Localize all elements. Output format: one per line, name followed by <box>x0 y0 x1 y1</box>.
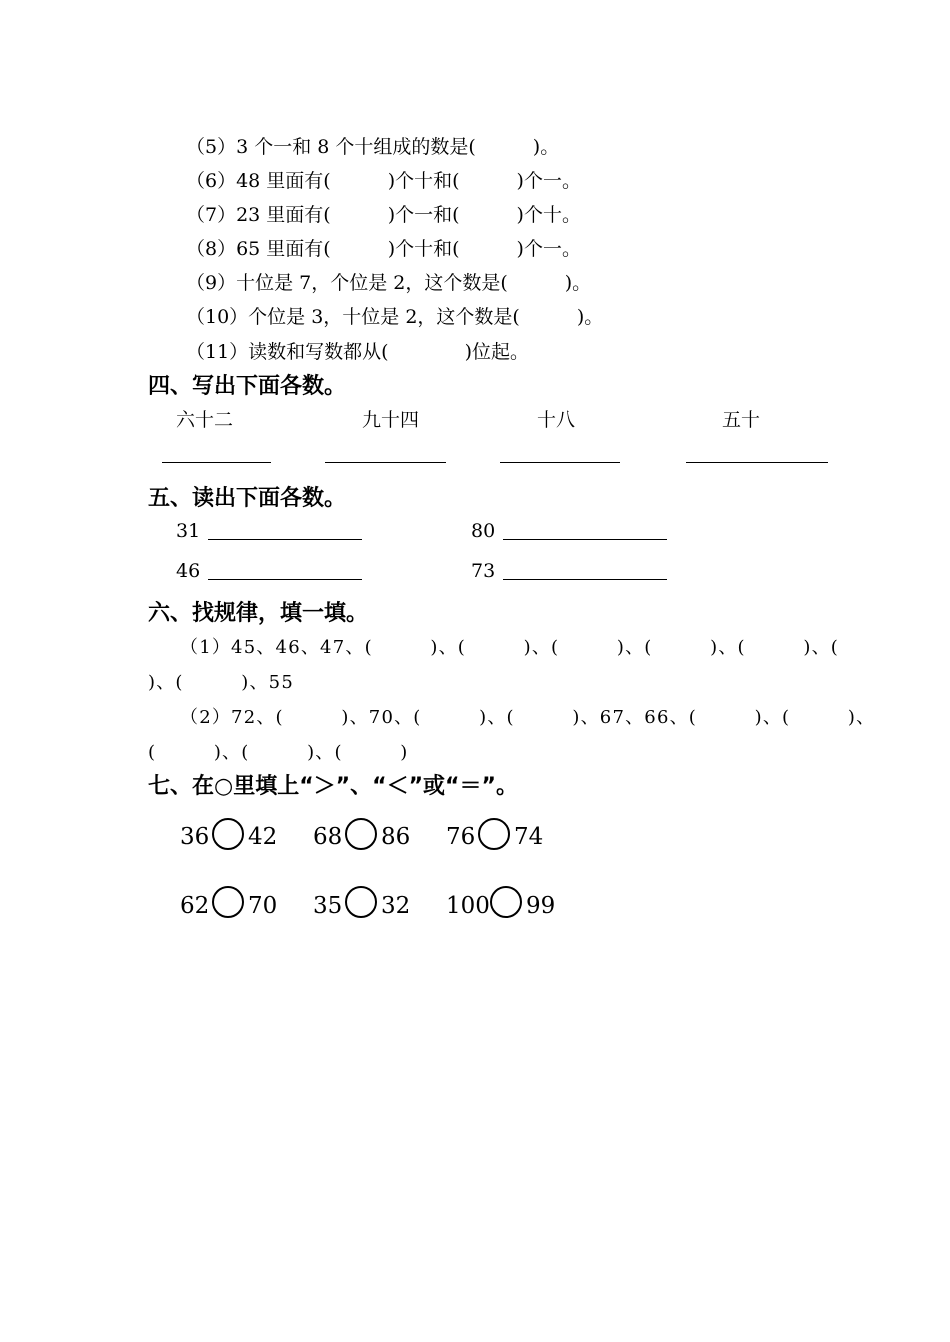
section-7-heading: 七、在○里填上“＞”、“＜”或“＝”。 <box>148 774 518 799</box>
pattern-1-line-1: （1）45、46、47、( )、( )、( )、( )、( )、( <box>180 637 840 658</box>
pattern-1-line-2: )、( )、55 <box>148 672 294 693</box>
compare-circle-4[interactable] <box>212 886 244 918</box>
read-line-4[interactable] <box>503 579 667 580</box>
answer-line-3[interactable] <box>500 462 620 463</box>
compare-circle-3[interactable] <box>478 818 510 850</box>
question-10: （10）个位是 3，十位是 2，这个数是( )。 <box>186 306 604 328</box>
read-line-2[interactable] <box>503 539 667 540</box>
compare-right-5: 32 <box>381 893 411 919</box>
compare-left-6: 100 <box>446 893 490 919</box>
compare-left-5: 35 <box>313 893 343 919</box>
question-9: （9）十位是 7，个位是 2，这个数是( )。 <box>186 272 592 294</box>
compare-circle-2[interactable] <box>345 818 377 850</box>
answer-line-2[interactable] <box>325 462 446 463</box>
read-line-1[interactable] <box>208 539 362 540</box>
compare-right-2: 86 <box>381 824 411 850</box>
pattern-2-line-2: ( )、( )、( ) <box>148 742 409 763</box>
question-6: （6）48 里面有( )个十和( )个一。 <box>186 170 581 192</box>
number-73: 73 <box>471 560 496 582</box>
question-5: （5）3 个一和 8 个十组成的数是( )。 <box>186 136 560 158</box>
word-94: 九十四 <box>362 409 420 431</box>
answer-line-1[interactable] <box>162 462 271 463</box>
compare-right-6: 99 <box>526 893 556 919</box>
question-11: （11）读数和写数都从( )位起。 <box>186 341 530 363</box>
compare-circle-5[interactable] <box>345 886 377 918</box>
number-31: 31 <box>176 520 201 542</box>
pattern-2-line-1: （2）72、( )、70、( )、( )、67、66、( )、( )、 <box>180 707 876 728</box>
compare-left-1: 36 <box>180 824 210 850</box>
read-line-3[interactable] <box>208 579 362 580</box>
section-4-heading: 四、写出下面各数。 <box>148 374 347 399</box>
compare-circle-1[interactable] <box>212 818 244 850</box>
compare-right-1: 42 <box>248 824 278 850</box>
word-50: 五十 <box>722 409 761 431</box>
compare-right-3: 74 <box>514 824 544 850</box>
number-46: 46 <box>176 560 201 582</box>
compare-left-2: 68 <box>313 824 343 850</box>
compare-left-3: 76 <box>446 824 476 850</box>
answer-line-4[interactable] <box>686 462 828 463</box>
word-18: 十八 <box>537 409 576 431</box>
word-62: 六十二 <box>176 409 234 431</box>
section-5-heading: 五、读出下面各数。 <box>148 486 347 511</box>
section-6-heading: 六、找规律，填一填。 <box>148 601 369 626</box>
question-7: （7）23 里面有( )个一和( )个十。 <box>186 204 581 226</box>
question-8: （8）65 里面有( )个十和( )个一。 <box>186 238 581 260</box>
compare-right-4: 70 <box>248 893 278 919</box>
compare-left-4: 62 <box>180 893 210 919</box>
number-80: 80 <box>471 520 496 542</box>
compare-circle-6[interactable] <box>490 886 522 918</box>
